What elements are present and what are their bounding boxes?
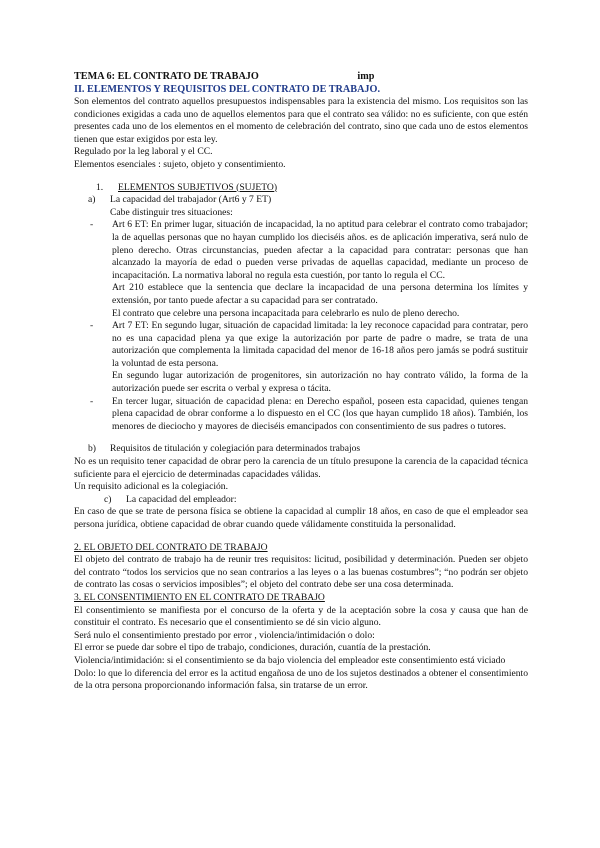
subjective-elements-heading: 1. ELEMENTOS SUBJETIVOS (SUJETO)	[96, 181, 278, 193]
bullet-item: - Art 7 ET: En segundo lugar, situación de capacidad limitada: la ley reconoce capacidad para contratar, pero no es una capacidad plena ya que exige la autorización por parte de padre o madre, se trata de una autorización que complementa la limitada capacidad del menor de 16-18 años pero jamás se podrá sustituir la voluntad de esta persona. En segundo lugar autorización de progenitores, sin autorización no hay contrato válido, la forma de la autorización puede ser escrita o verbal y expresa o tácita.	[90, 320, 528, 395]
employer-capacity-heading: c) La capacidad del empleador:	[104, 493, 237, 505]
document-title-row	[74, 70, 528, 83]
consent-line: Dolo: lo que lo diferencia del error es la actitud engañosa de uno de los sujetos destinados a obtener el consentimiento de la otra persona proporcionando información falsa, sin tratarse de un error.	[74, 667, 528, 692]
situations-intro: Cabe distinguir tres situaciones:	[110, 206, 233, 218]
document-title: TEMA 6: EL CONTRATO DE TRABAJO	[74, 71, 259, 82]
section-heading-elements: II. ELEMENTOS Y REQUISITOS DEL CONTRATO DE TRABAJO.	[74, 84, 380, 95]
consent-line: El consentimiento se manifiesta por el concurso de la oferta y de la aceptación sobre la cosa y causa que han de constituir el contrato. Es necesario que el consentimiento se dé sin vicio alguno.	[74, 604, 528, 629]
object-text: El objeto del contrato de trabajo ha de reunir tres requisitos: licitud, posibilidad y determinación. Pueden ser objeto del contrato “todos los servicios que no sean contrarios a las leyes o a las buenas costumbres”; “no podrán ser objeto de contrato las cosas o servicios imposibles”; el objeto del contrato debe ser una cosa determinada.	[74, 554, 528, 591]
titulation-text: No es un requisito tener capacidad de obrar pero la carencia de un título presupone la carencia de la capacidad técnica suficiente para el ejercicio de determinadas capacidades válidas.	[74, 456, 528, 480]
intro-paragraph: Son elementos del contrato aquellos presupuestos indispensables para la existencia del mismo. Los requisitos son las condiciones exigidas a cada uno de aquellos elementos para que el contrato sea válido: no es suficiente, con que estén presentes cada uno de los elementos en el momento de celebración del contrato, sino que cada uno de estos elementos tienen que estar exigidos por esta ley.	[74, 96, 528, 145]
intro-regulation: Regulado por la leg laboral y el CC.	[74, 146, 213, 158]
title-tag: imp	[357, 71, 375, 82]
consent-line: El error se puede dar sobre el tipo de trabajo, condiciones, duración, cuantía de la prestación.	[74, 642, 431, 654]
object-heading: 2. EL OBJETO DEL CONTRATO DE TRABAJO	[74, 541, 268, 553]
bullet-item: - Art 6 ET: En primer lugar, situación de incapacidad, la no aptitud para celebrar el contrato como trabajador; la de aquellas personas que no hayan cumplido los dieciséis años. es de aplicación imperativa, será nulo de pleno derecho. Otras circunstancias, pueden afectar a la capacidad para contratar: personas que han alcanzado la mayoría de edad o pueden verse privadas de aquellas capacidad, mediante un proceso de incapacitación. La normativa laboral no regula esta cuestión, por tanto lo regula el CC. Art 210 establece que la sentencia que declare la incapacidad de una persona determina los límites y extensión, por tanto puede afectar a su capacidad para ser contratado. El contrato que celebre una persona incapacitada para celebrarlo es nulo de pleno derecho.	[90, 219, 528, 319]
colegiation-text: Un requisito adicional es la colegiación.	[74, 481, 228, 493]
document-page	[74, 70, 528, 693]
consent-heading: 3. EL CONSENTIMIENTO EN EL CONTRATO DE TRABAJO	[74, 591, 325, 603]
consent-line: Será nulo el consentimiento prestado por error , violencia/intimidación o dolo:	[74, 629, 375, 641]
worker-capacity-heading: a) La capacidad del trabajador (Art6 y 7 ET)	[88, 194, 272, 206]
bullet-text: En tercer lugar, situación de capacidad plena: en Derecho español, poseen esta capacidad, quienes tengan plena capacidad de obrar conforme a lo dispuesto en el CC (los que hayan cumplido 18 años). También, los menores de dieciocho y mayores de dieciséis emancipados con consentimiento de sus padres o tutores.	[112, 395, 528, 432]
consent-line: Violencia/intimidación: si el consentimiento se da bajo violencia del empleador este consentimiento está viciado	[74, 654, 506, 666]
bullet-text: Art 7 ET: En segundo lugar, situación de capacidad limitada: la ley reconoce capacidad para contratar, pero no es una capacidad plena ya que exige la autorización por parte de padre o madre, se trata de una autorización que complementa la limitada capacidad del menor de 16-18 años pero jamás se podrá sustituir la voluntad de esta persona.	[112, 320, 528, 369]
bullet-text: Art 6 ET: En primer lugar, situación de incapacidad, la no aptitud para celebrar el contrato como trabajador; la de aquellas personas que no hayan cumplido los dieciséis años. es de aplicación imperativa, será nulo de pleno derecho. Otras circunstancias, pueden afectar a la capacidad para contratar: personas que han alcanzado la mayoría de edad o pueden verse privadas de aquellas capacidad, mediante un proceso de incapacitación. La normativa laboral no regula esta cuestión, por tanto lo regula el CC.	[112, 219, 528, 281]
bullet-item: - En tercer lugar, situación de capacidad plena: en Derecho español, poseen esta capacidad, quienes tengan plena capacidad de obrar conforme a lo dispuesto en el CC (los que hayan cumplido 18 años). También, los menores de dieciocho y mayores de dieciséis emancipados con consentimiento de sus padres o tutores.	[90, 395, 528, 432]
employer-capacity-text: En caso de que se trate de persona física se obtiene la capacidad al cumplir 18 años, en caso de que el empleador sea persona jurídica, obtiene capacidad de obrar cuando quede válidamente constituida la personalidad.	[74, 506, 528, 530]
bullet-extra: El contrato que celebre una persona incapacitada para celebrarlo es nulo de pleno derecho.	[112, 307, 460, 319]
titulation-heading: b) Requisitos de titulación y colegiación para determinados trabajos	[88, 443, 361, 455]
bullet-extra: Art 210 establece que la sentencia que declare la incapacidad de una persona determina los límites y extensión, por tanto puede afectar a su capacidad para ser contratado.	[112, 282, 528, 306]
intro-essential-elements: Elementos esenciales : sujeto, objeto y consentimiento.	[74, 158, 286, 170]
bullet-extra: En segundo lugar autorización de progenitores, sin autorización no hay contrato válido, la forma de la autorización puede ser escrita o verbal y expresa o tácita.	[112, 370, 528, 395]
